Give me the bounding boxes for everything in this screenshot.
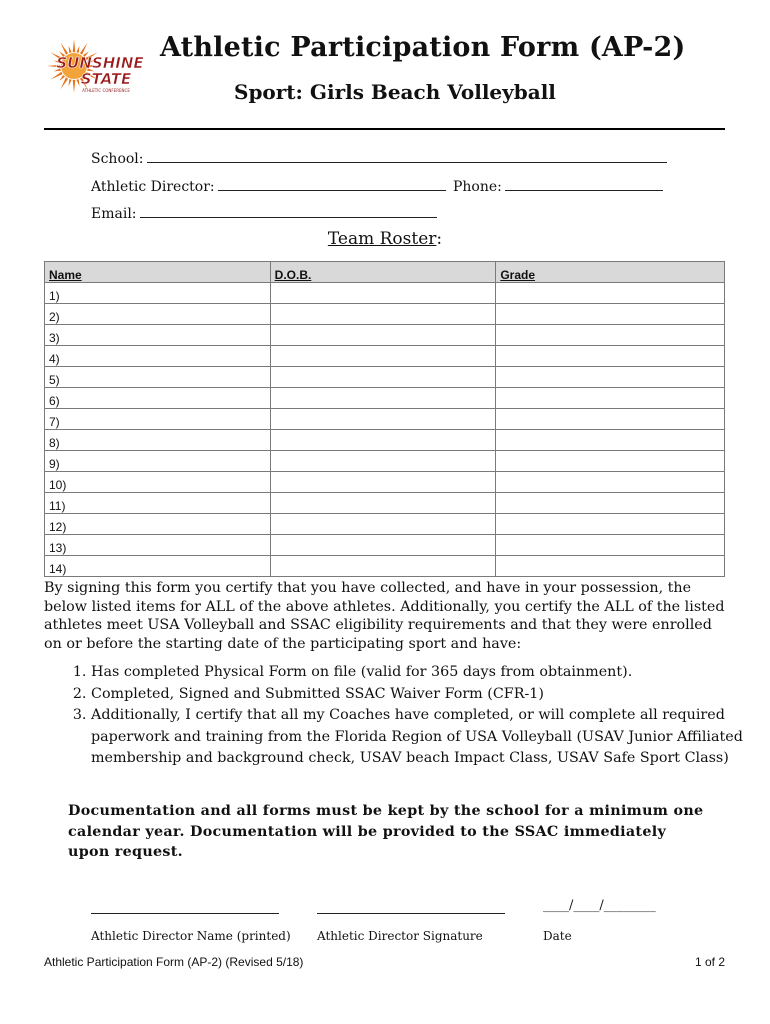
table-row [45, 535, 725, 556]
dob-cell[interactable] [270, 472, 496, 493]
date-label: Date [543, 929, 572, 943]
director-name-line[interactable] [91, 913, 279, 914]
table-row [45, 367, 725, 388]
roster-row-number[interactable]: 2) [45, 304, 271, 325]
dob-cell[interactable] [270, 430, 496, 451]
list-item: 2. Completed, Signed and Submitted SSAC Waiver Form (CFR-1) [91, 684, 751, 706]
table-row [45, 556, 725, 577]
roster-row-number[interactable]: 8) [45, 430, 271, 451]
header-divider [44, 128, 725, 130]
sun-burst-icon [44, 38, 156, 102]
director-signature-line[interactable] [317, 913, 505, 914]
school-field [91, 148, 667, 167]
school-input[interactable] [147, 148, 667, 163]
table-row [45, 304, 725, 325]
list-item: 1. Has completed Physical Form on file (valid for 365 days from obtainment). [91, 662, 751, 684]
roster-row-number[interactable]: 13) [45, 535, 271, 556]
director-label: Athletic Director: [91, 179, 215, 195]
grade-cell[interactable] [496, 346, 725, 367]
grade-cell[interactable] [496, 514, 725, 535]
email-label: Email: [91, 206, 137, 222]
page-number: 1 of 2 [694, 955, 725, 969]
roster-row-number[interactable]: 3) [45, 325, 271, 346]
director-name-label: Athletic Director Name (printed) [91, 929, 291, 943]
roster-heading: Team Roster: [327, 229, 443, 249]
grade-column-header: Grade [496, 262, 725, 283]
school-label: School: [91, 151, 144, 167]
director-signature-label: Athletic Director Signature [317, 929, 483, 943]
list-item: 3. Additionally, I certify that all my Coaches have completed, or will complete all required paperwork and training from the Florida Region of USA Volleyball (USAV Junior Affiliated membership and background check, USAV beach Impact Class, USAV Safe Sport Class) [91, 705, 751, 770]
svg-text:STATE: STATE [80, 70, 132, 88]
sunshine-state-logo [44, 38, 156, 102]
svg-text:SUNSHINE: SUNSHINE [56, 54, 144, 72]
table-row [45, 388, 725, 409]
roster-row-number[interactable]: 5) [45, 367, 271, 388]
dob-cell[interactable] [270, 346, 496, 367]
email-field [91, 203, 437, 222]
grade-cell[interactable] [496, 535, 725, 556]
roster-row-number[interactable]: 7) [45, 409, 271, 430]
roster-row-number[interactable]: 4) [45, 346, 271, 367]
grade-cell[interactable] [496, 472, 725, 493]
roster-row-number[interactable]: 12) [45, 514, 271, 535]
name-column-header: Name [45, 262, 271, 283]
footer-form-id: Athletic Participation Form (AP-2) (Revised 5/18) [44, 955, 304, 969]
dob-cell[interactable] [270, 535, 496, 556]
table-row [45, 472, 725, 493]
dob-cell[interactable] [270, 388, 496, 409]
phone-field [453, 176, 663, 195]
table-row [45, 430, 725, 451]
table-row [45, 493, 725, 514]
grade-cell[interactable] [496, 430, 725, 451]
dob-cell[interactable] [270, 367, 496, 388]
phone-label: Phone: [453, 179, 502, 195]
roster-row-number[interactable]: 6) [45, 388, 271, 409]
grade-cell[interactable] [496, 325, 725, 346]
table-row [45, 346, 725, 367]
grade-cell[interactable] [496, 556, 725, 577]
dob-cell[interactable] [270, 283, 496, 304]
roster-table [44, 261, 725, 577]
director-field [91, 176, 446, 195]
form-subtitle: Sport: Girls Beach Volleyball [234, 80, 556, 104]
certification-paragraph: By signing this form you certify that you have collected, and have in your possession, the below listed items for ALL of the above athletes. Additionally, you certify the ALL of the listed athletes meet USA Volleyball and SSAC eligibility requirements and that they were enrolled on or before the starting date of the participating sport and have: [44, 580, 725, 652]
grade-cell[interactable] [496, 451, 725, 472]
documentation-notice: Documentation and all forms must be kept by the school for a minimum one calendar year. Documentation will be provided to the SSAC immediately upon request. [68, 803, 704, 860]
dob-cell[interactable] [270, 304, 496, 325]
email-input[interactable] [140, 203, 437, 218]
roster-row-number[interactable]: 10) [45, 472, 271, 493]
form-title: Athletic Participation Form (AP-2) [160, 32, 686, 63]
table-row [45, 325, 725, 346]
roster-row-number[interactable]: 9) [45, 451, 271, 472]
grade-cell[interactable] [496, 409, 725, 430]
roster-row-number[interactable]: 14) [45, 556, 271, 577]
requirements-list [44, 662, 751, 770]
table-row [45, 514, 725, 535]
roster-row-number[interactable]: 1) [45, 283, 271, 304]
grade-cell[interactable] [496, 304, 725, 325]
dob-cell[interactable] [270, 556, 496, 577]
grade-cell[interactable] [496, 283, 725, 304]
dob-cell[interactable] [270, 325, 496, 346]
grade-cell[interactable] [496, 493, 725, 514]
roster-header-row [45, 262, 725, 283]
roster-row-number[interactable]: 11) [45, 493, 271, 514]
phone-input[interactable] [505, 176, 663, 191]
date-input[interactable]: ____/____/________ [543, 898, 656, 913]
dob-cell[interactable] [270, 451, 496, 472]
svg-text:ATHLETIC CONFERENCE: ATHLETIC CONFERENCE [82, 88, 130, 93]
dob-cell[interactable] [270, 493, 496, 514]
table-row [45, 283, 725, 304]
dob-cell[interactable] [270, 409, 496, 430]
dob-cell[interactable] [270, 514, 496, 535]
director-input[interactable] [218, 176, 446, 191]
grade-cell[interactable] [496, 367, 725, 388]
table-row [45, 451, 725, 472]
grade-cell[interactable] [496, 388, 725, 409]
table-row [45, 409, 725, 430]
dob-column-header: D.O.B. [270, 262, 496, 283]
